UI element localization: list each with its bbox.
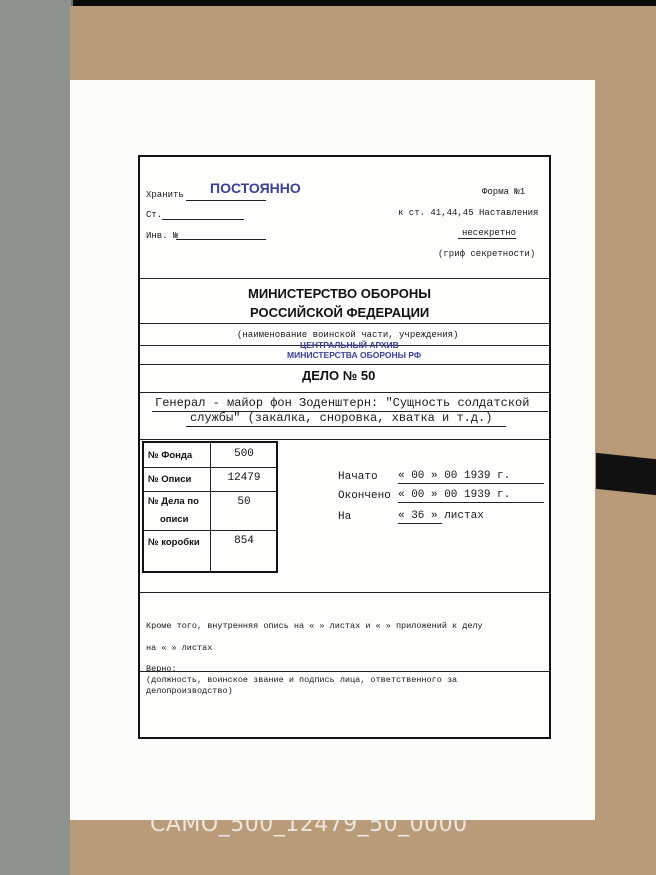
keep-underline xyxy=(186,200,266,201)
inv-label: Инв. № xyxy=(146,231,179,241)
archive-fields-table xyxy=(142,441,278,573)
divider-6 xyxy=(140,439,549,440)
box-value: 854 xyxy=(234,535,254,547)
ministry-line2: РОССИЙСКОЙ ФЕДЕРАЦИИ xyxy=(250,305,430,320)
divider-4 xyxy=(140,364,549,365)
archive-stamp-line1: ЦЕНТРАЛЬНЫЙ АРХИВ xyxy=(300,340,399,350)
divider-7 xyxy=(140,592,549,593)
secrecy-underline xyxy=(458,238,516,239)
table-row xyxy=(144,492,276,531)
case-title: ДЕЛО № 50 xyxy=(302,368,376,383)
opis-label: № Описи xyxy=(148,474,192,485)
verified-label: Верно: xyxy=(146,664,177,674)
st-underline xyxy=(162,219,244,220)
fond-label: № Фонда xyxy=(148,450,193,461)
inventory-line: Кроме того, внутренняя опись на « » листах и « » приложений к делу xyxy=(146,621,483,631)
secrecy-value: несекретно xyxy=(462,228,517,238)
archive-stamp-line2: МИНИСТЕРСТВА ОБОРОНЫ РФ xyxy=(287,350,422,360)
end-value: « 00 » 00 1939 г. xyxy=(398,489,511,501)
delo-label-2: описи xyxy=(160,514,189,525)
divider-8 xyxy=(140,671,549,672)
table-row xyxy=(144,468,276,492)
divider-2 xyxy=(140,323,549,324)
table-row xyxy=(144,443,276,468)
keep-label: Хранить xyxy=(146,190,184,200)
form-number: Форма №1 xyxy=(482,187,526,197)
opis-value: 12479 xyxy=(227,472,261,484)
responsible-caption: (должность, воинское звание и подпись лица, ответственного за xyxy=(146,675,458,685)
start-label: Начато xyxy=(338,471,378,483)
start-value: « 00 » 00 1939 г. xyxy=(398,470,511,482)
folder-spine xyxy=(0,0,71,875)
ministry-line1: МИНИСТЕРСТВО ОБОРОНЫ xyxy=(248,286,432,301)
scan-watermark: CAMO_500_12479_50_0000 xyxy=(150,812,468,837)
inventory-line-2: на « » листах xyxy=(146,643,213,653)
case-subject-line1: Генерал - майор фон Зоденштерн: "Сущность солдатской xyxy=(155,396,530,410)
responsible-caption-2: делопроизводство) xyxy=(146,686,233,696)
end-underline xyxy=(398,502,544,503)
sheets-label: На xyxy=(338,511,352,523)
divider-1 xyxy=(140,278,549,279)
delo-value: 50 xyxy=(237,496,251,508)
divider-5 xyxy=(140,392,549,393)
table-row xyxy=(144,531,276,553)
folder-strap xyxy=(596,453,656,495)
fond-value: 500 xyxy=(234,448,254,460)
secrecy-caption: (гриф секретности) xyxy=(438,249,536,259)
st-reference: к ст. 41,44,45 Наставления xyxy=(398,208,539,218)
end-label: Окончено xyxy=(338,490,391,502)
keep-stamp: ПОСТОЯННО xyxy=(210,180,301,196)
start-underline xyxy=(398,483,544,484)
st-label: Ст. xyxy=(146,210,163,220)
sheets-underline xyxy=(398,523,442,524)
ministry-caption: (наименование воинской части, учреждения) xyxy=(237,330,459,340)
delo-label: № Дела по xyxy=(148,496,199,507)
box-label: № коробки xyxy=(148,537,200,548)
inv-underline xyxy=(176,239,266,240)
subject-underline-2 xyxy=(186,426,506,427)
case-subject-line2: службы" (закалка, сноровка, хватка и т.д.) xyxy=(190,411,493,425)
sheets-value: « 36 » листах xyxy=(398,510,484,522)
